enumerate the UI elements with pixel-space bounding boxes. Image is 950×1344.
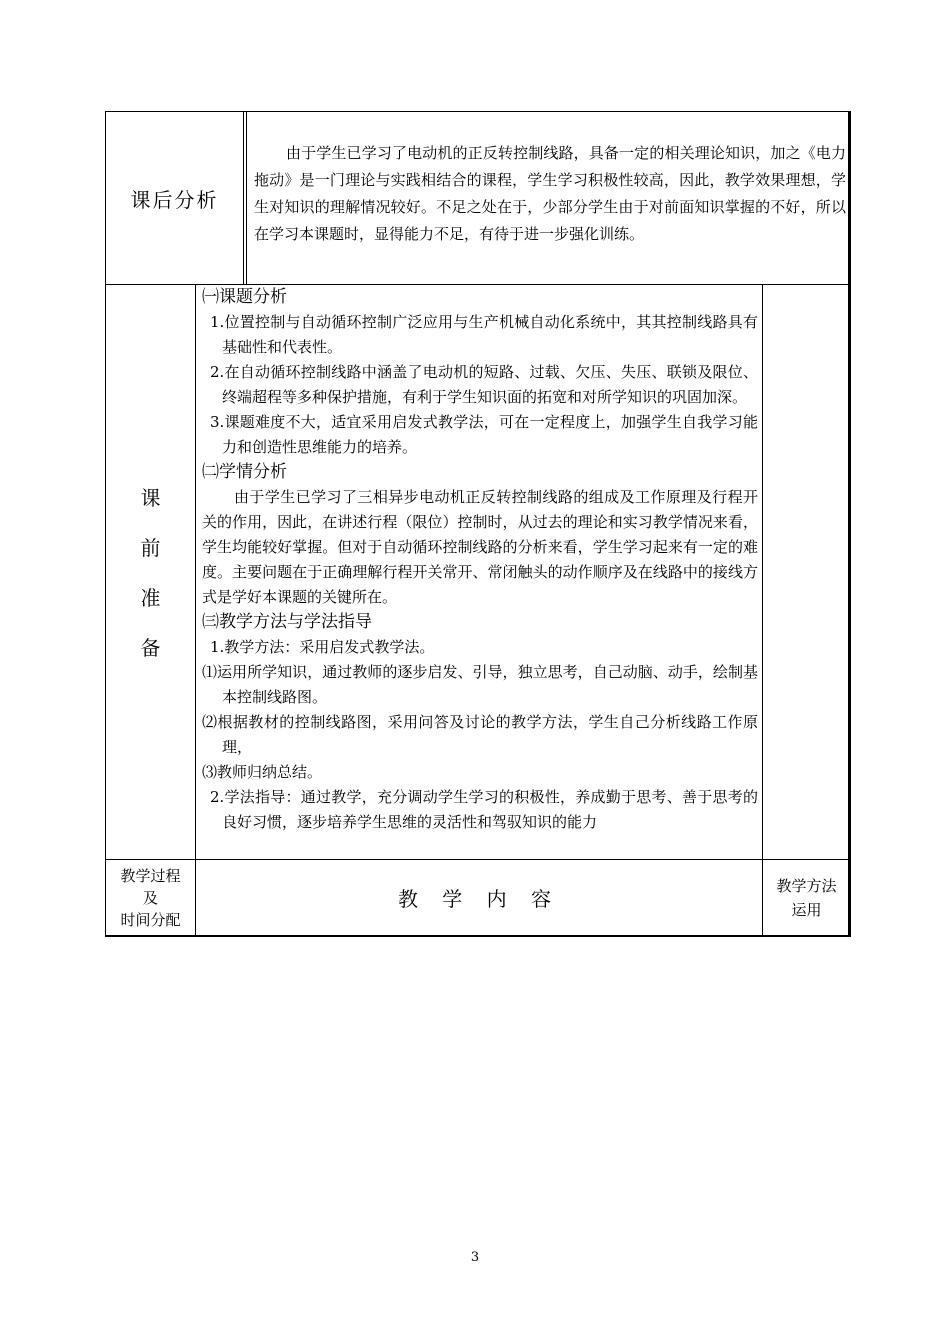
list-item: ⑶教师归纳总结。 bbox=[202, 763, 323, 781]
learner-analysis-text: 由于学生已学习了三相异步电动机正反转控制线路的组成及工作原理及行程开关的作用，因此，在讲述行程（限位）控制时，从过去的理论和实习教学情况来看，学生均能较好掌握。但对于自动循环控制线路的分析来看，学生学习起来有一定的难度。主要问题在于正确理解行程开关常开、常闭触头的动作顺序及在线路中的接线方式是学好本课题的关键所在。 bbox=[202, 488, 758, 606]
list-item: 1.位置控制与自动循环控制广泛应用与生产机械自动化系统中，其其控制线路具有基础性和代表性。 bbox=[210, 313, 758, 356]
list-item: ⑵根据教材的控制线路图，采用问答及讨论的教学方法，学生自己分析线路工作原理， bbox=[202, 713, 758, 756]
header-line: 教学过程 bbox=[120, 866, 181, 885]
section-title: ㈡学情分析 bbox=[202, 462, 287, 482]
list-item: 3.课题难度不大，适宜采用启发式教学法，可在一定程度上，加强学生自我学习能力和创造性思维能力的培养。 bbox=[210, 413, 758, 456]
teaching-header-row bbox=[105, 859, 851, 937]
after-class-text: 由于学生已学习了电动机的正反转控制线路，具备一定的相关理论知识，加之《电力拖动》是一门理论与实践相结合的课程，学生学习积极性较高，因此，教学效果理想，学生对知识的理解情况较好。不足之处在于，少部分学生由于对前面知识掌握的不好，所以在学习本课题时，显得能力不足，有待于进一步强化训练。 bbox=[254, 144, 846, 243]
pre-class-label-char: 课 bbox=[140, 486, 161, 510]
pre-class-label-char: 准 bbox=[140, 586, 161, 610]
header-line: 运用 bbox=[791, 900, 822, 919]
pre-class-label-char: 备 bbox=[140, 636, 161, 660]
header-line: 时间分配 bbox=[120, 910, 181, 929]
list-item: ⑴运用所学知识，通过教师的逐步启发、引导，独立思考，自己动脑、动手，绘制基本控制线路图。 bbox=[202, 663, 758, 706]
teaching-content-header: 教 学 内 容 bbox=[397, 887, 561, 911]
pre-class-label-char: 前 bbox=[140, 536, 161, 560]
divider-line bbox=[246, 112, 247, 284]
section-title: ㈢教学方法与学法指导 bbox=[202, 612, 372, 632]
study-guide-text: 2.学法指导：通过教学，充分调动学生学习的积极性，养成勤于思考、善于思考的良好习惯，逐步培养学生思维的灵活性和驾驭知识的能力 bbox=[210, 788, 758, 831]
method-title: 1.教学方法：采用启发式教学法。 bbox=[210, 638, 435, 656]
teaching-method-header bbox=[762, 860, 850, 935]
pre-class-prep-row bbox=[105, 285, 851, 859]
pre-class-label bbox=[106, 285, 196, 859]
section-title: ㈠课题分析 bbox=[202, 287, 287, 307]
after-class-label: 课后分析 bbox=[106, 112, 244, 284]
after-class-analysis-row bbox=[105, 111, 851, 285]
pre-class-content bbox=[202, 285, 758, 835]
process-time-header bbox=[106, 860, 196, 935]
header-line: 及 bbox=[142, 888, 158, 907]
page-number: 3 bbox=[470, 1250, 480, 1265]
header-line: 教学方法 bbox=[776, 876, 837, 895]
list-item: 2.在自动循环控制线路中涵盖了电动机的短路、过载、欠压、失压、联锁及限位、终端超程等多种保护措施，有利于学生知识面的拓宽和对所学知识的巩固加深。 bbox=[210, 363, 758, 406]
right-column-line bbox=[762, 285, 763, 859]
